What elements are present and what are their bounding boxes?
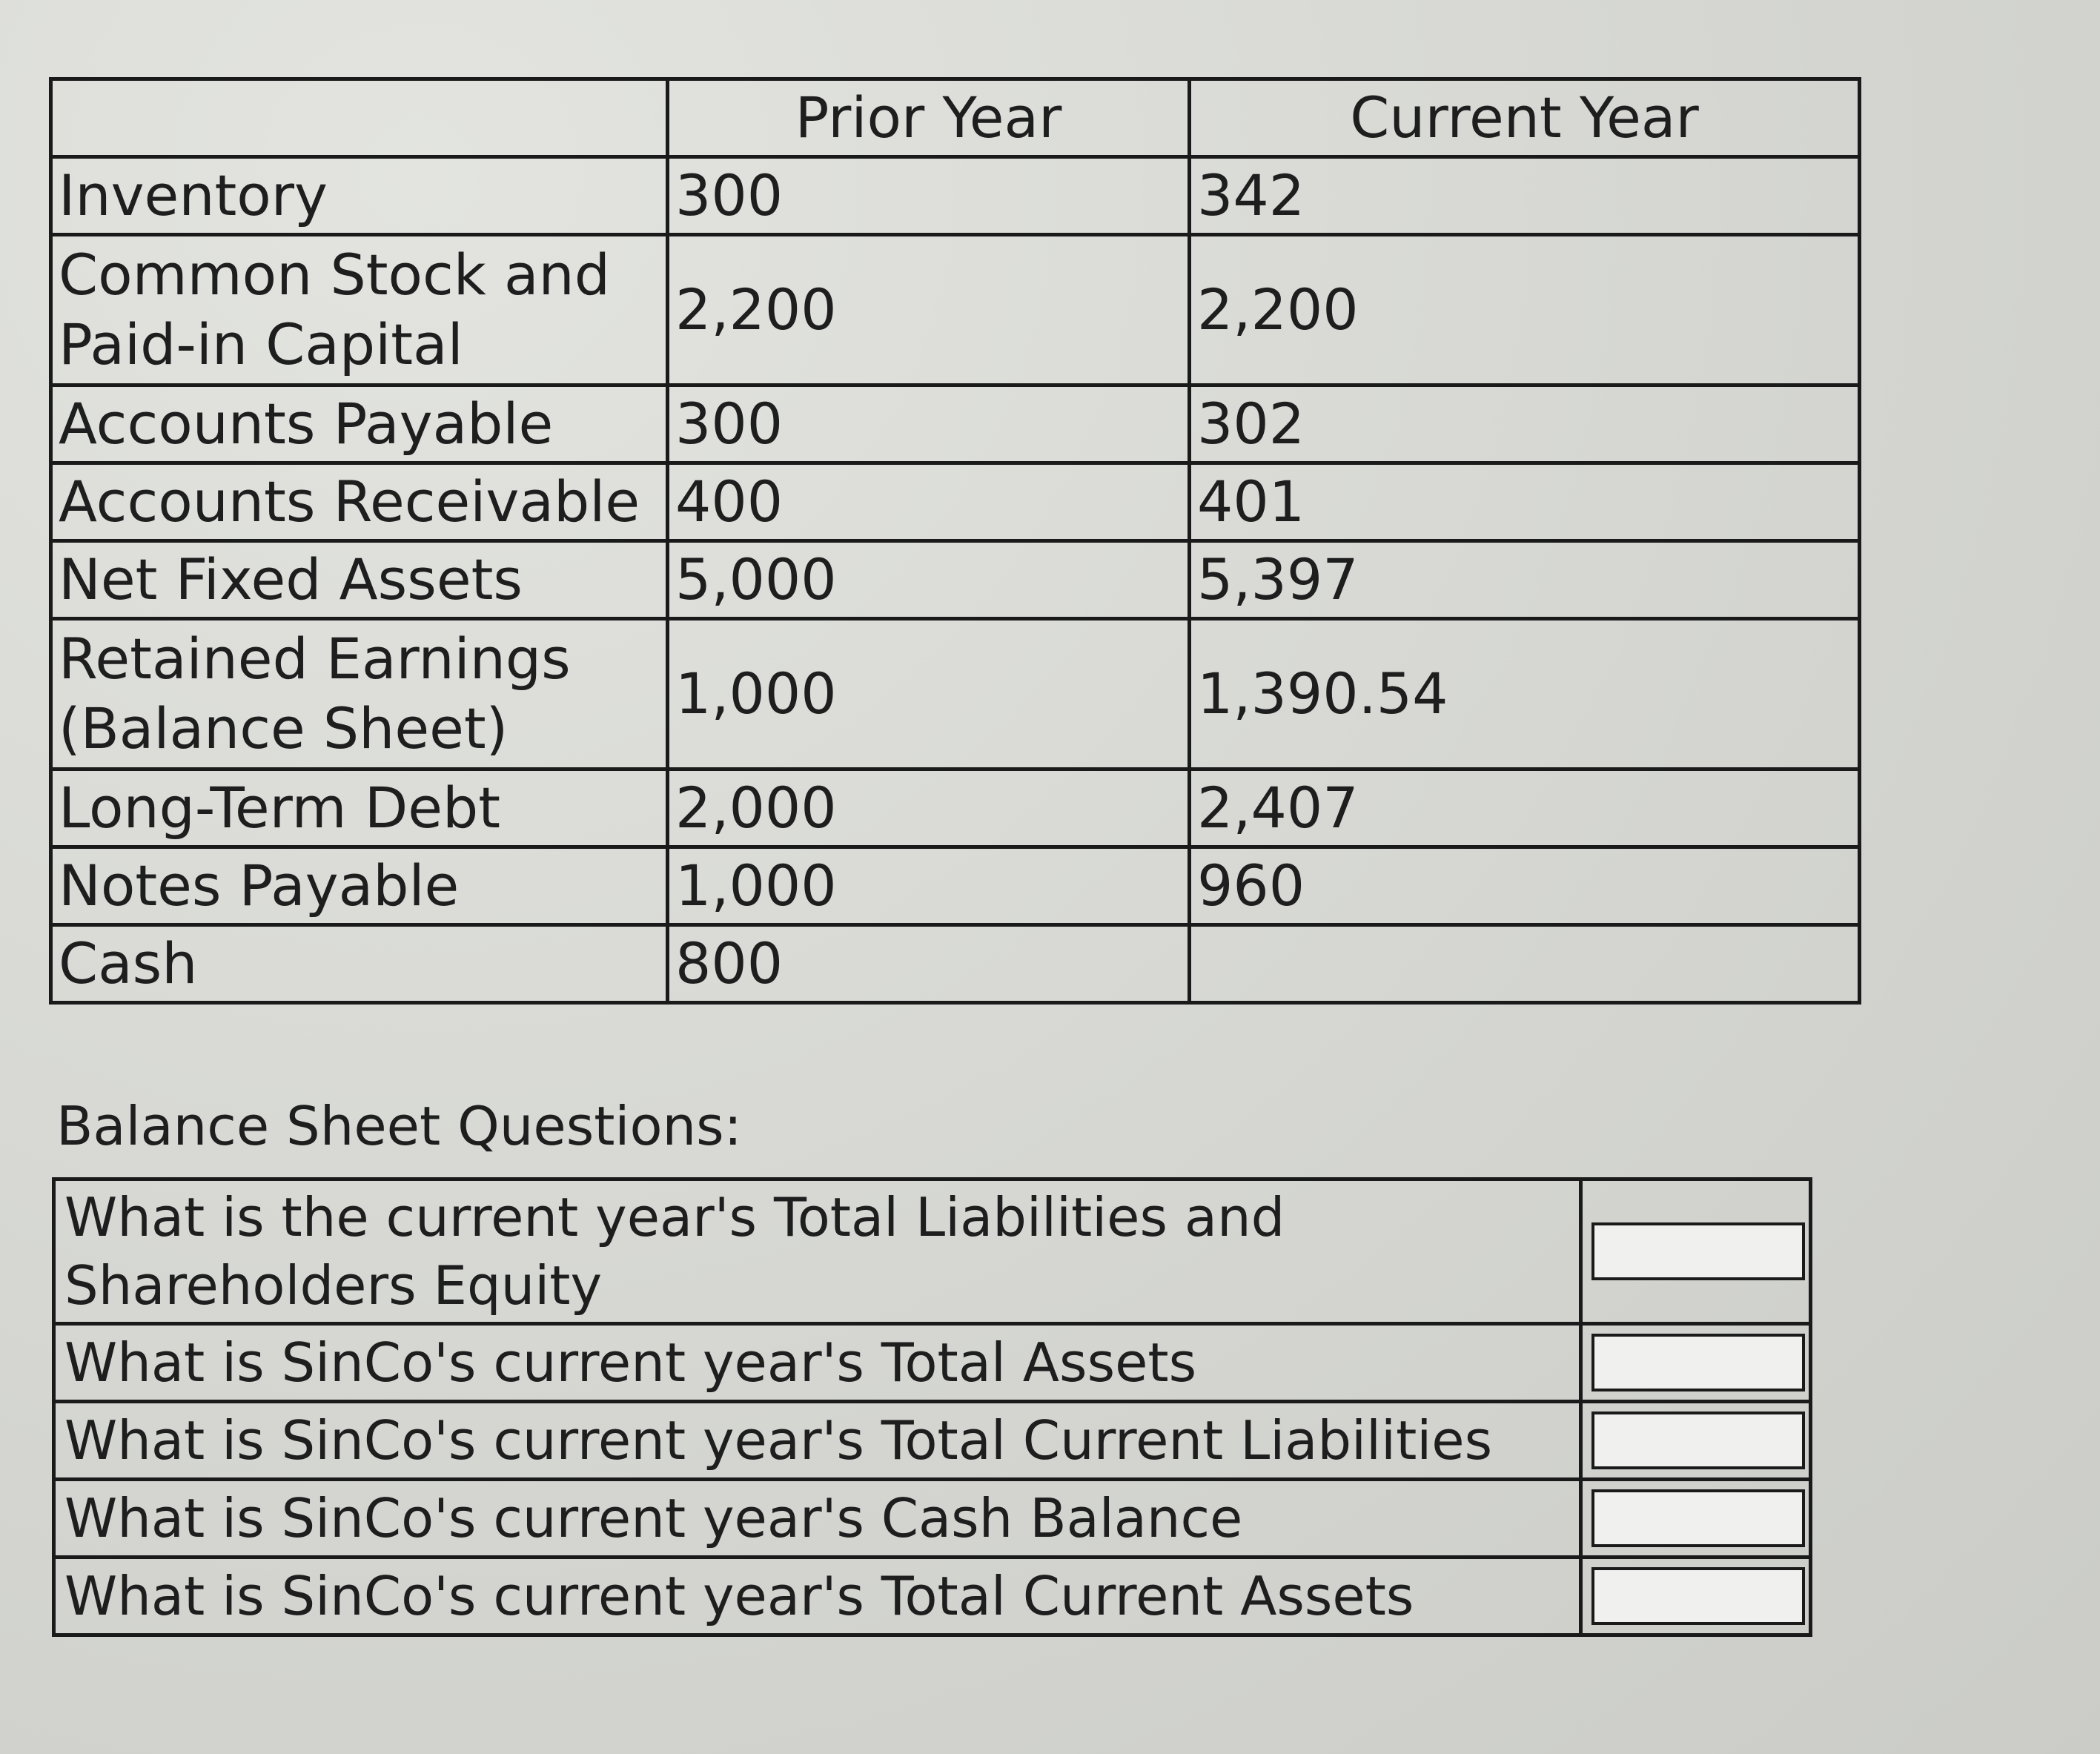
row-label-net-fixed-assets: Net Fixed Assets (51, 541, 668, 619)
row-label-retained-earnings: Retained Earnings (Balance Sheet) (51, 619, 668, 770)
answer-cell[interactable] (1581, 1324, 1811, 1402)
prior-value-net-fixed-assets: 5,000 (668, 541, 1190, 619)
answer-input-total-current-liabilities[interactable] (1594, 1429, 1802, 1481)
prior-value-accounts-receivable: 400 (668, 463, 1190, 541)
row-label-cash: Cash (51, 925, 668, 1003)
table-header-row (51, 79, 1860, 157)
table-row (51, 619, 1860, 770)
row-label-common-stock: Common Stock and Paid-in Capital (51, 235, 668, 385)
question-text-total-current-liabilities: What is SinCo's current year's Total Current Liabilities (54, 1402, 1581, 1480)
answer-input-total-assets[interactable] (1594, 1351, 1802, 1403)
row-label-inventory: Inventory (51, 157, 668, 235)
answer-input-total-current-assets[interactable] (1594, 1585, 1802, 1637)
current-value-retained-earnings: 1,390.54 (1190, 619, 1860, 770)
row-label-accounts-receivable: Accounts Receivable (51, 463, 668, 541)
question-row (54, 1179, 1811, 1324)
answer-cell[interactable] (1581, 1402, 1811, 1480)
row-label-notes-payable: Notes Payable (51, 847, 668, 925)
header-label-blank (51, 79, 668, 157)
table-row (51, 385, 1860, 463)
prior-value-retained-earnings: 1,000 (668, 619, 1190, 770)
answer-box[interactable] (1591, 1222, 1805, 1280)
current-value-long-term-debt: 2,407 (1190, 770, 1860, 847)
answer-input-total-liabilities-equity[interactable] (1594, 1240, 1802, 1292)
current-value-inventory: 342 (1190, 157, 1860, 235)
current-value-notes-payable: 960 (1190, 847, 1860, 925)
question-row (54, 1558, 1811, 1635)
table-row (51, 925, 1860, 1003)
answer-cell[interactable] (1581, 1558, 1811, 1635)
questions-table (52, 1177, 1812, 1637)
current-value-cash-cell[interactable] (1190, 925, 1860, 1003)
table-row (51, 235, 1860, 385)
row-label-long-term-debt: Long-Term Debt (51, 770, 668, 847)
prior-value-common-stock: 2,200 (668, 235, 1190, 385)
current-value-common-stock: 2,200 (1190, 235, 1860, 385)
answer-cell[interactable] (1581, 1480, 1811, 1558)
questions-title: Balance Sheet Questions: (56, 1095, 742, 1157)
prior-value-accounts-payable: 300 (668, 385, 1190, 463)
current-cash-input[interactable] (1197, 933, 1855, 1001)
table-row (51, 770, 1860, 847)
table-row (51, 463, 1860, 541)
answer-box[interactable] (1591, 1567, 1805, 1625)
question-text-total-current-assets: What is SinCo's current year's Total Current Assets (54, 1558, 1581, 1635)
current-value-accounts-receivable: 401 (1190, 463, 1860, 541)
question-text-total-liabilities-equity: What is the current year's Total Liabilities and Shareholders Equity (54, 1179, 1581, 1324)
row-label-accounts-payable: Accounts Payable (51, 385, 668, 463)
prior-value-long-term-debt: 2,000 (668, 770, 1190, 847)
answer-input-cash-balance[interactable] (1594, 1507, 1802, 1559)
current-value-accounts-payable: 302 (1190, 385, 1860, 463)
header-current-year: Current Year (1190, 79, 1860, 157)
table-row (51, 157, 1860, 235)
question-text-cash-balance: What is SinCo's current year's Cash Balance (54, 1480, 1581, 1558)
answer-cell[interactable] (1581, 1179, 1811, 1324)
header-prior-year: Prior Year (668, 79, 1190, 157)
answer-box[interactable] (1591, 1489, 1805, 1547)
current-value-net-fixed-assets: 5,397 (1190, 541, 1860, 619)
prior-value-notes-payable: 1,000 (668, 847, 1190, 925)
table-row (51, 847, 1860, 925)
question-row (54, 1324, 1811, 1402)
prior-value-cash: 800 (668, 925, 1190, 1003)
answer-box[interactable] (1591, 1334, 1805, 1391)
question-row (54, 1402, 1811, 1480)
question-row (54, 1480, 1811, 1558)
balance-data-table (49, 77, 1861, 1005)
table-row (51, 541, 1860, 619)
answer-box[interactable] (1591, 1412, 1805, 1469)
prior-value-inventory: 300 (668, 157, 1190, 235)
question-text-total-assets: What is SinCo's current year's Total Assets (54, 1324, 1581, 1402)
